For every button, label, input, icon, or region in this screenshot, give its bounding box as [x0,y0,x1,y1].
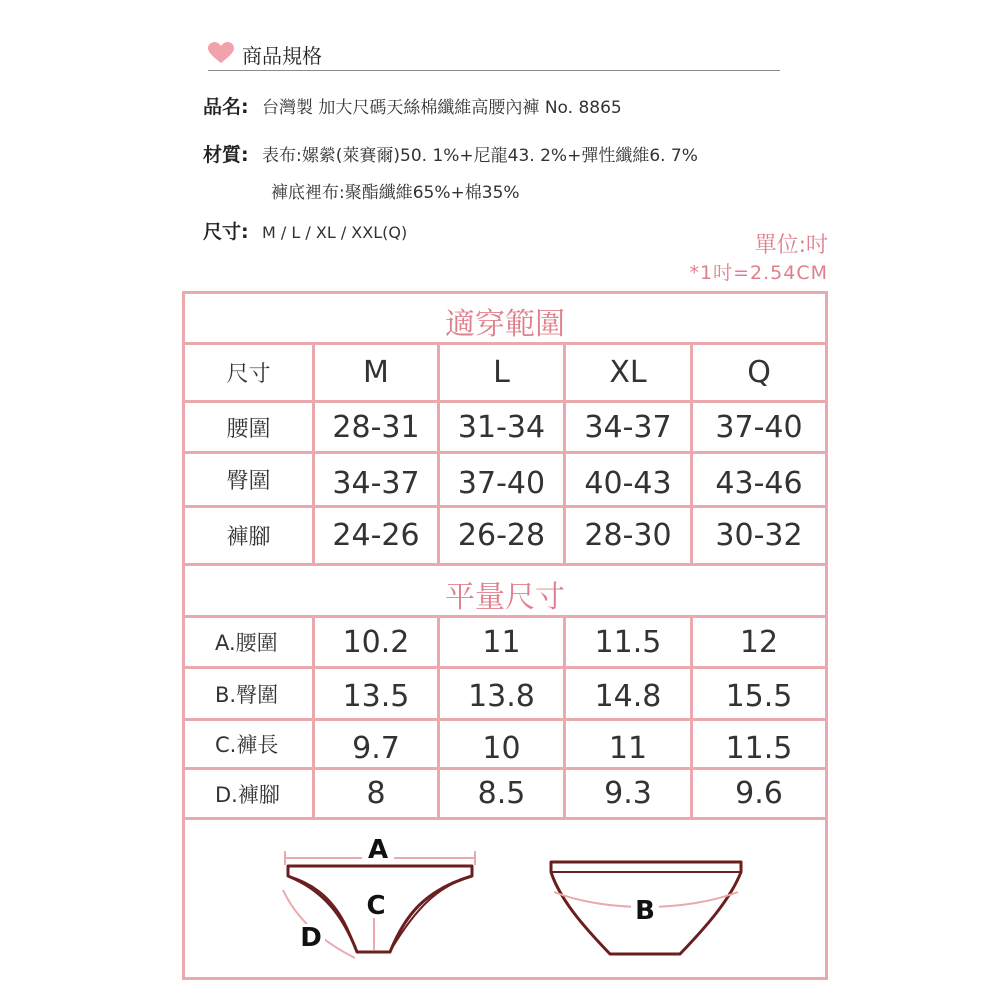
table-cell: 31-34 [457,409,546,445]
table-cell: 12 [739,624,779,660]
table-cell: 34-37 [584,409,672,445]
table-cell: 15.5 [725,679,793,714]
heart-icon [208,42,234,64]
size-label: 尺寸: [203,221,249,243]
table-cell: 10.2 [342,624,410,660]
unit-label: 單位:吋 [754,233,828,258]
table-cell: 11.5 [594,624,662,660]
label-c: C [366,891,386,921]
size-header-l: L [493,355,510,390]
table-cell: 24-26 [332,518,420,553]
table-cell: 8 [366,776,386,811]
flat-row-label: A.腰圍 [215,631,278,655]
material-line [203,140,698,167]
divider [185,563,825,566]
table-cell: 26-28 [457,518,546,553]
size-line [203,217,407,244]
fit-row-label: 臀圍 [226,469,271,494]
label-a: A [367,835,389,865]
table-cell: 9.6 [735,776,783,811]
flat-row-label: C.褲長 [215,733,279,757]
table-cell: 13.5 [342,679,410,714]
fit-row-label: 腰圍 [226,416,271,442]
table-cell: 34-37 [332,466,420,501]
table-cell: 11 [608,730,648,766]
table-cell: 9.7 [352,730,400,766]
label-b: B [635,896,655,926]
table-cell: 11 [482,624,521,660]
label-d: D [300,923,322,953]
material-value-1: 表布:嫘縈(萊賽爾)50. 1%+尼龍43. 2%+彈性纖維6. 7% [262,146,698,166]
fit-row-label: 褲腳 [226,525,271,550]
measurement-diagram [185,820,825,976]
table-cell: 8.5 [477,776,526,811]
table-cell: 11.5 [725,730,793,766]
product-name-value: 台灣製 加大尺碼天絲棉纖維高腰內褲 No. 8865 [262,98,622,118]
material-label: 材質: [203,144,249,166]
flat-row-label: B.臀圍 [215,682,279,707]
fit-range-title: 適穿範圍 [445,307,565,342]
section-title: 商品規格 [242,44,322,68]
size-header-xl: XL [609,355,647,390]
table-cell: 43-46 [715,466,803,501]
table-cell: 9.3 [604,776,652,811]
table-cell: 40-43 [584,466,672,501]
section-header [208,38,780,71]
product-name-line [203,92,622,119]
material-value-2: 褲底裡布:聚酯纖維65%+棉35% [271,183,520,203]
table-cell: 10 [482,730,521,766]
flat-row-label: D.褲腳 [215,782,280,807]
table-cell: 30-32 [715,518,803,553]
size-header-m: M [363,355,389,390]
table-cell: 28-30 [584,518,672,553]
table-cell: 37-40 [715,409,803,445]
flat-measure-title: 平量尺寸 [445,580,565,615]
table-cell: 13.8 [468,679,535,714]
table-cell: 37-40 [457,466,546,501]
size-header-q: Q [747,355,771,390]
product-name-label: 品名: [203,96,249,118]
table-cell: 14.8 [594,679,662,714]
table-cell: 28-31 [332,409,420,445]
size-header-label: 尺寸 [226,362,271,387]
unit-conversion: *1吋=2.54CM [689,262,828,284]
size-value: M / L / XL / XXL(Q) [262,223,408,242]
